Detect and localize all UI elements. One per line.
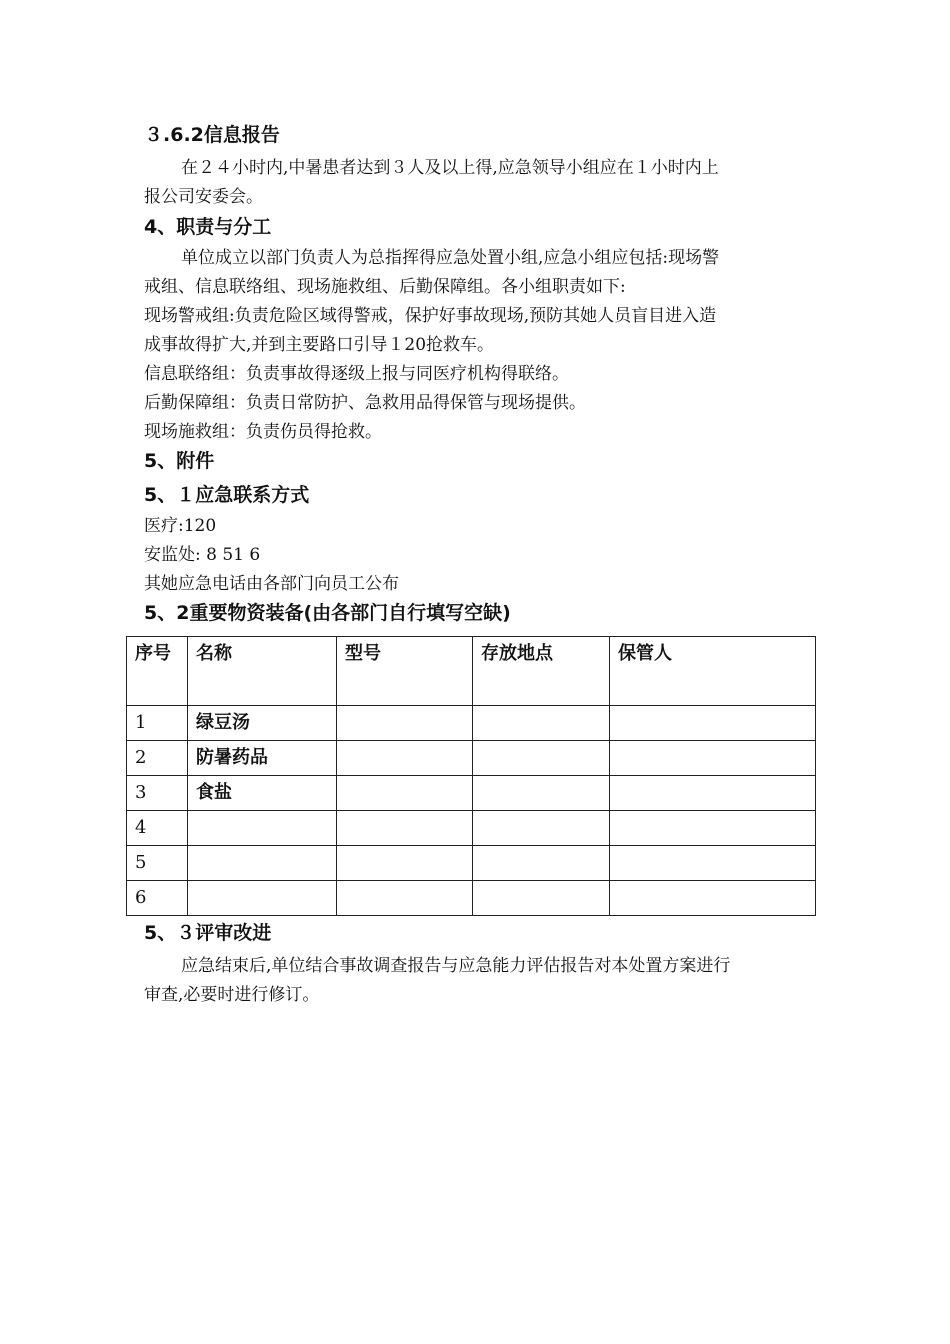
cell-name xyxy=(188,811,337,846)
table-row xyxy=(127,706,816,741)
cell-location xyxy=(473,846,610,881)
paragraph-text: 信息联络组：负责事故得逐级上报与同医疗机构得联络。 xyxy=(144,364,569,384)
cell-index: 3 xyxy=(127,776,188,811)
cell-location xyxy=(473,706,610,741)
table-row xyxy=(127,811,816,846)
header-cell-model: 型号 xyxy=(337,637,473,706)
header-cell-index: 序号 xyxy=(127,637,188,706)
paragraph-text: 单位成立以部门负责人为总指挥得应急处置小组,应急小组应包括:现场警 xyxy=(181,248,720,268)
cell-index: 2 xyxy=(127,741,188,776)
table-row xyxy=(127,881,816,916)
cell-index: 1 xyxy=(127,706,188,741)
section-5-1-heading: 5、１应急联系方式 xyxy=(144,484,310,506)
cell-location xyxy=(473,776,610,811)
paragraph-text: 审查,必要时进行修订。 xyxy=(144,985,320,1005)
cell-keeper xyxy=(610,706,816,741)
cell-model xyxy=(337,776,473,811)
cell-keeper xyxy=(610,881,816,916)
cell-keeper xyxy=(610,776,816,811)
header-cell-keeper: 保管人 xyxy=(610,637,816,706)
section-5-3-heading: 5、３评审改进 xyxy=(144,922,272,944)
cell-index: 6 xyxy=(127,881,188,916)
paragraph-text: 安监处: 8 51 6 xyxy=(144,545,261,565)
cell-model xyxy=(337,881,473,916)
cell-keeper xyxy=(610,846,816,881)
cell-name xyxy=(188,881,337,916)
paragraph-text: 应急结束后,单位结合事故调查报告与应急能力评估报告对本处置方案进行 xyxy=(181,956,731,976)
table-row xyxy=(127,741,816,776)
table-row xyxy=(127,776,816,811)
paragraph-text: 其她应急电话由各部门向员工公布 xyxy=(144,574,399,594)
cell-keeper xyxy=(610,741,816,776)
cell-location xyxy=(473,811,610,846)
cell-location xyxy=(473,881,610,916)
cell-model xyxy=(337,741,473,776)
section-4-heading: 4、职责与分工 xyxy=(144,216,272,238)
section-5-2-heading: 5、2重要物资装备(由各部门自行填写空缺) xyxy=(144,602,511,624)
paragraph-text: 在２４小时内,中暑患者达到３人及以上得,应急领导小组应在１小时内上 xyxy=(181,158,719,178)
table-header-row xyxy=(127,637,816,706)
cell-model xyxy=(337,811,473,846)
paragraph-text: 报公司安委会。 xyxy=(144,187,263,207)
cell-location xyxy=(473,741,610,776)
paragraph-text: 现场警戒组:负责危险区域得警戒，保护好事故现场,预防其她人员盲目进入造 xyxy=(144,306,717,326)
table-row xyxy=(127,846,816,881)
cell-index: 4 xyxy=(127,811,188,846)
header-cell-location: 存放地点 xyxy=(473,637,610,706)
header-cell-name: 名称 xyxy=(188,637,337,706)
cell-model xyxy=(337,846,473,881)
paragraph-text: 戒组、信息联络组、现场施救组、后勤保障组。各小组职责如下: xyxy=(144,277,626,297)
cell-keeper xyxy=(610,811,816,846)
section-5-heading: 5、附件 xyxy=(144,450,215,472)
cell-name: 防暑药品 xyxy=(188,741,337,776)
cell-name xyxy=(188,846,337,881)
paragraph-text: 成事故得扩大,并到主要路口引导１20抢救车。 xyxy=(144,335,495,355)
cell-index: 5 xyxy=(127,846,188,881)
paragraph-text: 现场施救组：负责伤员得抢救。 xyxy=(144,422,382,442)
equipment-table xyxy=(126,636,816,916)
paragraph-text: 医疗:120 xyxy=(144,516,217,536)
paragraph-text: 后勤保障组：负责日常防护、急救用品得保管与现场提供。 xyxy=(144,393,586,413)
cell-name: 食盐 xyxy=(188,776,337,811)
cell-name: 绿豆汤 xyxy=(188,706,337,741)
section-3-6-2-heading: ３.6.2信息报告 xyxy=(144,124,280,146)
cell-model xyxy=(337,706,473,741)
